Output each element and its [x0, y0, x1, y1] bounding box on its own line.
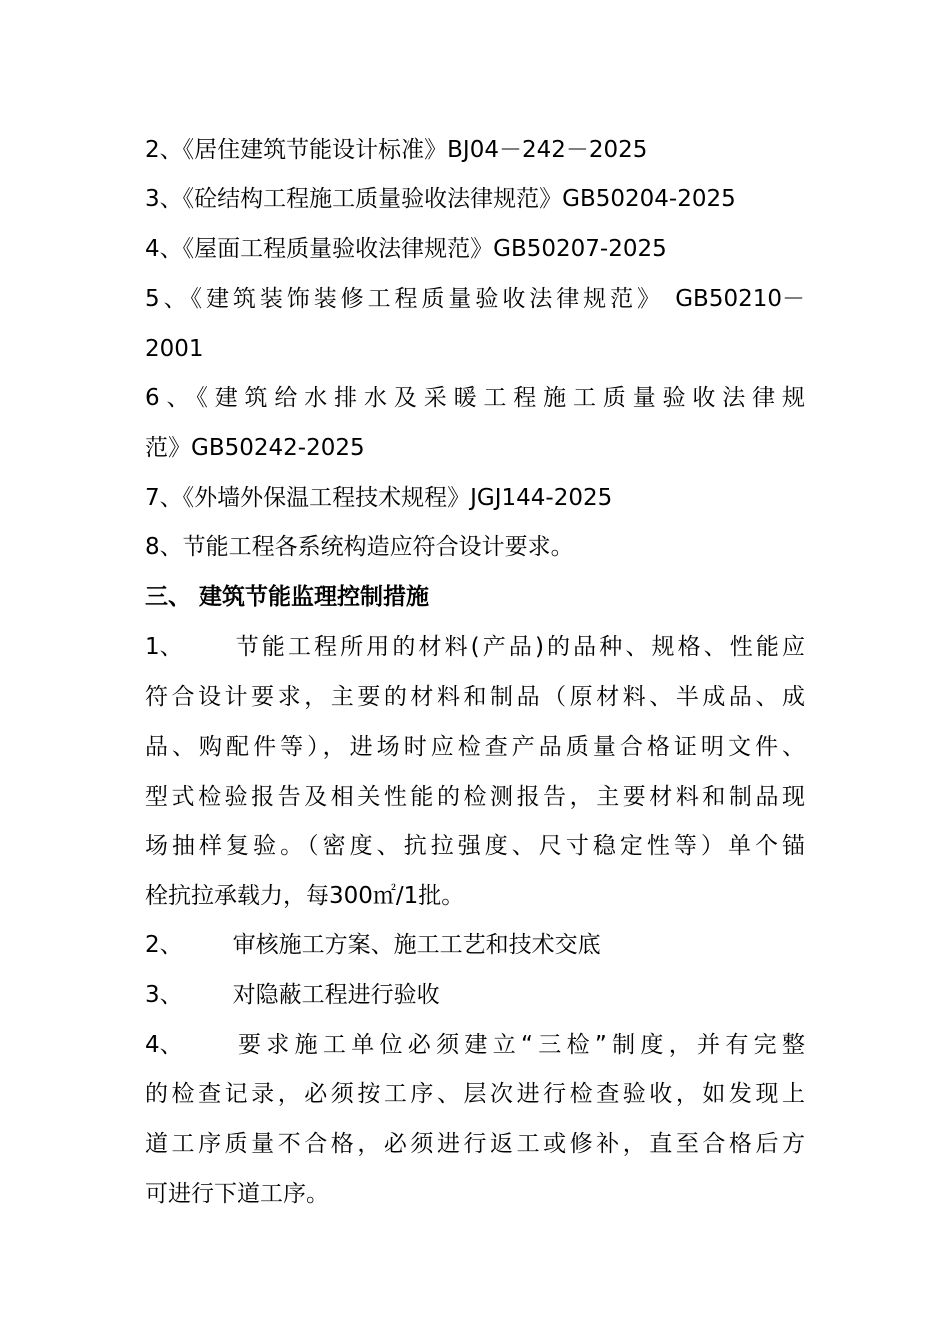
- reference-item-4: 4、《屋面工程质量验收法律规范》GB50207-2025: [145, 236, 667, 262]
- reference-item-7: 7、《外墙外保温工程技术规程》JGJ144-2025: [145, 485, 613, 511]
- reference-item-3: 3、《砼结构工程施工质量验收法律规范》GB50204-2025: [145, 186, 736, 212]
- item-text: 要求施工单位必须建立“三检”制度，并有完整: [232, 1032, 805, 1058]
- item-text: 审核施工方案、施工工艺和技术交底: [232, 932, 601, 958]
- measure-item-3: [145, 978, 805, 1012]
- measure-item-4: [145, 1028, 805, 1062]
- item-number: 2、: [145, 932, 183, 958]
- item-number: 4、: [145, 1032, 183, 1058]
- measure-item-4-line-3: 道工序质量不合格，必须进行返工或修补，直至合格后方: [145, 1131, 805, 1157]
- measure-item-1-line-5: 场抽样复验。（密度、抗拉强度、尺寸稳定性等）单个锚: [145, 833, 805, 859]
- measure-item-2: [145, 928, 805, 962]
- measure-item-4-line-4: 可进行下道工序。: [145, 1181, 329, 1207]
- measure-item-1-line-4: 型式检验报告及相关性能的检测报告，主要材料和制品现: [145, 784, 805, 810]
- reference-item-6-cont: 范》GB50242-2025: [145, 435, 365, 461]
- measure-item-1-line-6: 栓抗拉承载力，每300㎡/1批。: [145, 883, 465, 909]
- reference-item-8: 8、节能工程各系统构造应符合设计要求。: [145, 534, 574, 560]
- measure-item-1-line-3: 品、购配件等），进场时应检查产品质量合格证明文件、: [145, 734, 805, 760]
- reference-item-5-cont: 2001: [145, 336, 204, 362]
- item-number: 1、: [145, 634, 183, 660]
- reference-item-2: 2、《居住建筑节能设计标准》BJ04－242－2025: [145, 137, 648, 163]
- item-text: 节能工程所用的材料(产品)的品种、规格、性能应: [232, 634, 805, 660]
- measure-item-4-line-2: 的检查记录，必须按工序、层次进行检查验收，如发现上: [145, 1081, 805, 1107]
- reference-item-5: 5、《建筑装饰装修工程质量验收法律规范》 GB50210－: [145, 286, 805, 312]
- item-number: 3、: [145, 982, 183, 1008]
- item-text: 对隐蔽工程进行验收: [232, 982, 440, 1008]
- measure-item-1-line-2: 符合设计要求，主要的材料和制品（原材料、半成品、成: [145, 684, 805, 710]
- measure-item-1: [145, 630, 805, 664]
- reference-item-6: 6、《建筑给水排水及采暖工程施工质量验收法律规: [145, 385, 805, 411]
- section-heading: 三、 建筑节能监理控制措施: [145, 584, 430, 610]
